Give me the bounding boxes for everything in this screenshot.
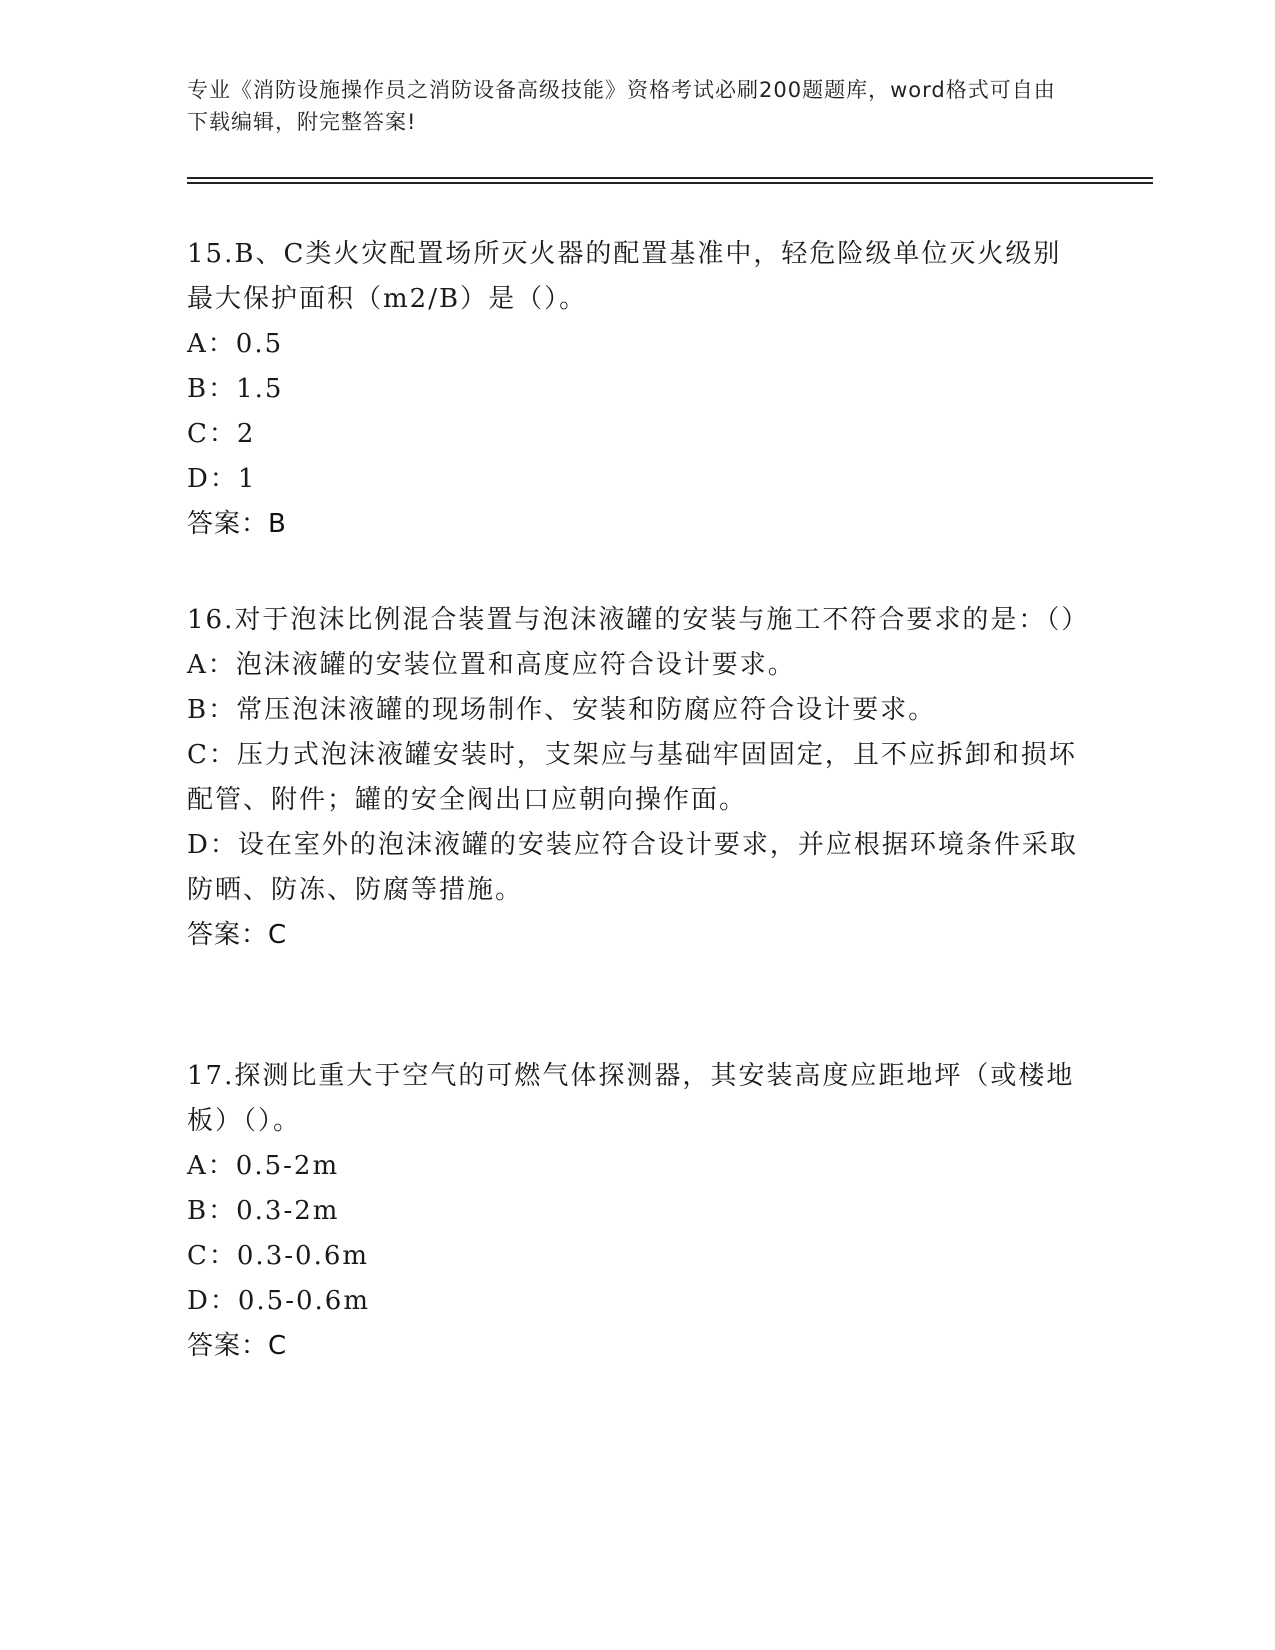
answer: 答案：C [187,920,288,950]
question-stem: 15.B、C类火灾配置场所灭火器的配置基准中，轻危险级单位灭火级别最大保护面积（m2/B）是（）。 [187,239,1062,314]
option-b: B：0.3-2m [187,1196,340,1226]
question-16 [187,598,1090,958]
option-c: C：2 [187,419,256,449]
answer: 答案：C [187,1331,288,1361]
option-a: A：泡沫液罐的安装位置和高度应符合设计要求。 [187,650,796,680]
question-15 [187,232,1087,547]
option-a: A：0.5 [187,329,284,359]
option-c: C：0.3-0.6m [187,1241,370,1271]
option-d: D：0.5-0.6m [187,1286,370,1316]
question-stem: 17.探测比重大于空气的可燃气体探测器，其安装高度应距地坪（或楼地板）（）。 [187,1061,1075,1136]
option-a: A：0.5-2m [187,1151,340,1181]
question-17 [187,1054,1087,1369]
answer: 答案：B [187,509,287,539]
question-stem: 16.对于泡沫比例混合装置与泡沫液罐的安装与施工不符合要求的是：（） [187,605,1090,635]
option-d: D：1 [187,464,257,494]
option-c: C：压力式泡沫液罐安装时，支架应与基础牢固固定，且不应拆卸和损坏配管、附件；罐的安全阀出口应朝向操作面。 [187,740,1077,815]
document-header: 专业《消防设施操作员之消防设备高级技能》资格考试必刷200题题库，word格式可自由下载编辑，附完整答案! [187,78,1056,134]
option-b: B：常压泡沫液罐的现场制作、安装和防腐应符合设计要求。 [187,695,937,725]
option-d: D：设在室外的泡沫液罐的安装应符合设计要求，并应根据环境条件采取防晒、防冻、防腐等措施。 [187,830,1078,905]
header-divider-bottom [187,182,1153,184]
option-b: B：1.5 [187,374,284,404]
header-divider-top [187,177,1153,179]
